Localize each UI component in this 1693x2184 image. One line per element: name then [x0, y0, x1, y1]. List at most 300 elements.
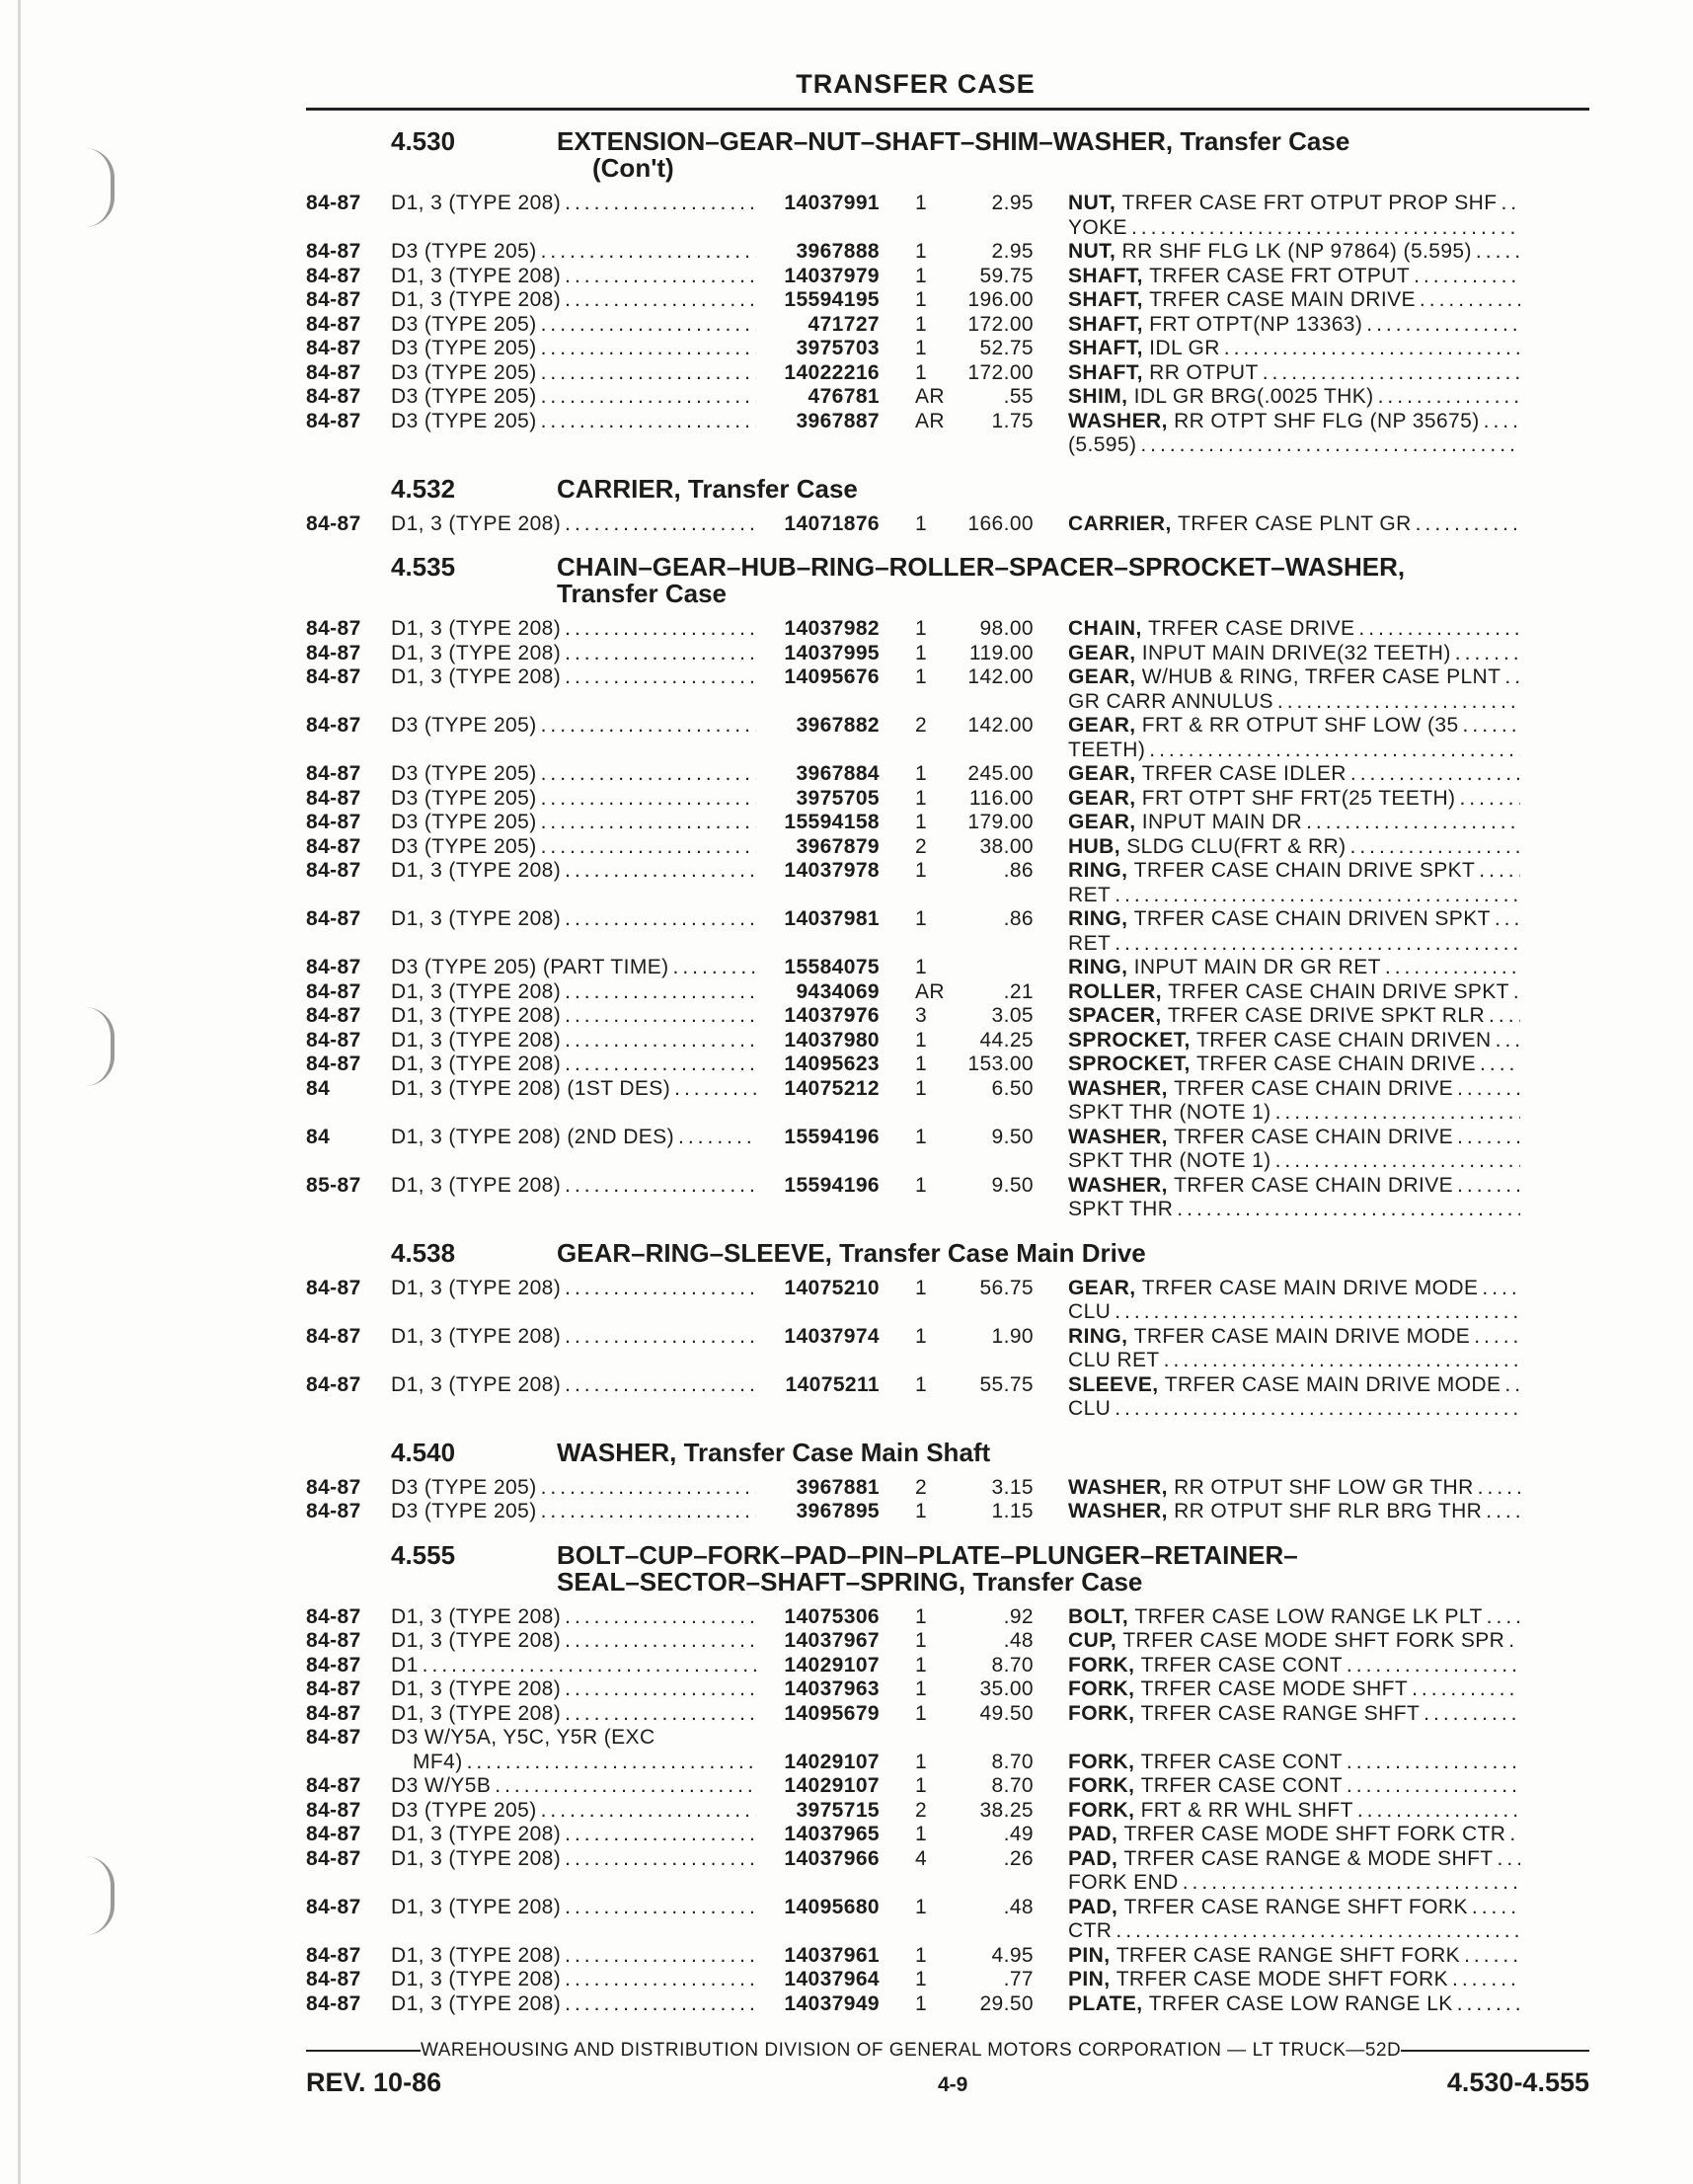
- table-row: [306, 762, 1589, 787]
- part-description: [1034, 1774, 1520, 1799]
- quantity: 1: [915, 956, 928, 978]
- leader-dots: [561, 288, 756, 313]
- part-number: 14037966: [784, 1846, 880, 1870]
- revision-label: REV. 10-86: [306, 2067, 442, 2097]
- part-name: RING,: [1068, 907, 1128, 930]
- application: [391, 835, 756, 860]
- description-line: [1068, 617, 1520, 642]
- part-description: [1034, 1373, 1520, 1422]
- section-title-line: EXTENSION–GEAR–NUT–SHAFT–SHIM–WASHER, Transfer Case: [557, 126, 1350, 156]
- price: 38.00: [979, 834, 1034, 858]
- application: [391, 1126, 756, 1174]
- application: [391, 1726, 756, 1774]
- section-heading: [306, 473, 1589, 504]
- description-line: [1068, 1500, 1520, 1524]
- part-number: 14037981: [784, 907, 880, 930]
- description-text: TRFER CASE PLNT GR: [1177, 511, 1412, 535]
- part-name: SHAFT,: [1068, 337, 1143, 359]
- quantity: 1: [915, 1823, 928, 1845]
- part-name: CUP,: [1068, 1629, 1117, 1652]
- part-description: [1034, 512, 1520, 537]
- part-description: [1034, 617, 1520, 642]
- model-years: 85-87: [306, 1173, 361, 1197]
- part-number: 14075210: [784, 1276, 880, 1299]
- description-line: [1068, 1629, 1520, 1654]
- table-row: [306, 1373, 1589, 1422]
- model-years: 84-87: [306, 1798, 361, 1822]
- leader-dots: [537, 361, 756, 386]
- leader-dots: [1271, 1149, 1520, 1174]
- application: [391, 1004, 756, 1029]
- leader-dots: [561, 642, 756, 666]
- application-text: D1, 3 (TYPE 208): [391, 1629, 562, 1652]
- model-years: 84-87: [306, 1324, 361, 1348]
- application-text: D3 W/Y5A, Y5C, Y5R (EXC: [391, 1726, 655, 1749]
- leader-dots: [561, 980, 756, 1005]
- application-text: D3 (TYPE 205) (PART TIME): [391, 956, 669, 978]
- description-line: [1068, 1871, 1520, 1896]
- description-line: [1068, 288, 1520, 313]
- price: 6.50: [991, 1076, 1034, 1100]
- price: .26: [1003, 1846, 1034, 1870]
- part-description: [1034, 1726, 1520, 1774]
- part-description: [1034, 859, 1520, 907]
- model-years: 84-87: [306, 511, 361, 535]
- application-text: D1, 3 (TYPE 208) (1ST DES): [391, 1076, 671, 1100]
- model-years: 84-87: [306, 1895, 361, 1918]
- part-name: SHAFT,: [1068, 312, 1143, 336]
- leader-dots: [1271, 1101, 1520, 1126]
- application-text: D1, 3 (TYPE 208): [391, 907, 562, 930]
- leader-dots: [561, 617, 756, 642]
- part-number: 14095680: [784, 1895, 880, 1918]
- model-years: 84-87: [306, 1774, 361, 1797]
- table-row: [306, 337, 1589, 361]
- application: [391, 1896, 756, 1944]
- part-name: WASHER,: [1068, 409, 1168, 432]
- application-text: D3 (TYPE 205): [391, 409, 537, 432]
- table-row: [306, 1896, 1589, 1944]
- description-text: TRFER CASE DRIVE SPKT RLR: [1167, 1004, 1486, 1027]
- quantity: 1: [915, 617, 928, 640]
- section-heading: [306, 128, 1589, 182]
- model-years: 84-87: [306, 979, 361, 1003]
- description-line: [1068, 1277, 1520, 1301]
- description-line: [1068, 1349, 1520, 1373]
- part-name: GEAR,: [1068, 1276, 1136, 1299]
- price: 142.00: [967, 665, 1034, 688]
- model-years: 84-87: [306, 786, 361, 810]
- part-name: HUB,: [1068, 834, 1120, 858]
- application: [391, 956, 756, 980]
- description-text: TRFER CASE MODE SHFT FORK SPR: [1122, 1629, 1505, 1652]
- leader-dots: [1497, 192, 1520, 216]
- table-row: [306, 1654, 1589, 1678]
- application-text: D1, 3 (TYPE 208): [391, 1173, 562, 1197]
- model-years: 84-87: [306, 360, 361, 384]
- part-number: 15594158: [784, 811, 880, 833]
- application-text: D3 (TYPE 205): [391, 240, 537, 263]
- part-number: 14037963: [784, 1677, 880, 1700]
- description-line: [1068, 1992, 1520, 2017]
- leader-dots: [1408, 1677, 1520, 1702]
- part-number: 14095676: [784, 665, 880, 688]
- leader-dots: [1362, 313, 1520, 338]
- description-text: FRT & RR OTPUT SHF LOW (35: [1141, 714, 1459, 737]
- part-number: 14029107: [784, 1653, 880, 1677]
- section-heading: [306, 1539, 1589, 1597]
- part-number: 14095623: [784, 1053, 880, 1075]
- table-row: [306, 956, 1589, 980]
- application: [391, 1702, 756, 1727]
- description-text: TRFER CASE RANGE SHFT FORK: [1123, 1895, 1468, 1918]
- description-text: SPKT THR: [1068, 1198, 1174, 1220]
- description-text: TRFER CASE MAIN DRIVE MODE: [1133, 1324, 1471, 1348]
- description-line: [1068, 337, 1520, 361]
- part-name: FORK,: [1068, 1798, 1135, 1822]
- application: [391, 762, 756, 787]
- part-name: NUT,: [1068, 240, 1116, 263]
- quantity: 1: [915, 1774, 928, 1797]
- part-number: 14022216: [784, 360, 880, 384]
- section-title: [557, 1237, 1583, 1268]
- table-row: [306, 512, 1589, 537]
- description-line: [1068, 859, 1520, 884]
- part-description: [1034, 1476, 1520, 1501]
- quantity: 1: [915, 641, 928, 664]
- description-line: [1068, 787, 1520, 812]
- price: 153.00: [967, 1053, 1034, 1075]
- model-years: 84-87: [306, 385, 361, 408]
- description-line: [1068, 1325, 1520, 1350]
- application: [391, 1677, 756, 1702]
- model-years: 84-87: [306, 1943, 361, 1967]
- quantity: 1: [915, 762, 928, 785]
- leader-dots: [537, 787, 756, 812]
- description-text: TRFER CASE CHAIN DRIVE: [1174, 1076, 1454, 1100]
- description-text: FRT & RR WHL SHFT: [1140, 1798, 1353, 1822]
- quantity: 1: [915, 1701, 928, 1725]
- description-text: INPUT MAIN DRIVE(32 TEETH): [1141, 641, 1451, 664]
- leader-dots: [1346, 835, 1520, 860]
- part-number: 14037982: [784, 617, 880, 640]
- leader-dots: [1343, 1774, 1520, 1799]
- leader-dots: [1453, 1992, 1520, 2017]
- part-name: GEAR,: [1068, 641, 1136, 664]
- application-text: D1, 3 (TYPE 208): [391, 1943, 562, 1967]
- description-line: [1068, 1968, 1520, 1992]
- leader-dots: [1472, 240, 1520, 265]
- leader-dots: [1482, 1500, 1520, 1524]
- table-row: [306, 361, 1589, 386]
- model-years: 84-87: [306, 1677, 361, 1700]
- application-text: D3 W/Y5B: [391, 1774, 492, 1797]
- leader-dots: [1494, 1847, 1520, 1872]
- leader-dots: [1453, 1077, 1520, 1102]
- leader-dots: [1416, 288, 1520, 313]
- model-years: 84-87: [306, 1991, 361, 2015]
- price: 2.95: [991, 192, 1034, 214]
- part-name: SPROCKET,: [1068, 1053, 1191, 1075]
- leader-dots: [1504, 1629, 1520, 1654]
- part-number: 9434069: [796, 979, 880, 1003]
- leader-dots: [537, 714, 756, 762]
- part-name: SHAFT,: [1068, 288, 1143, 311]
- quantity: 1: [915, 511, 928, 535]
- description-line: [1068, 265, 1520, 289]
- part-number: 14037964: [784, 1968, 880, 1990]
- part-number: 3967888: [796, 240, 880, 263]
- quantity: 1: [915, 240, 928, 263]
- table-row: [306, 385, 1589, 410]
- part-name: PAD,: [1068, 1823, 1118, 1845]
- application: [391, 192, 756, 240]
- table-row: [306, 1476, 1589, 1501]
- application-text: D1, 3 (TYPE 208): [391, 288, 562, 311]
- description-line: [1068, 1677, 1520, 1702]
- model-years: 84-87: [306, 1726, 361, 1749]
- part-name: RING,: [1068, 1324, 1128, 1348]
- part-description: [1034, 1325, 1520, 1373]
- leader-dots: [463, 1751, 756, 1775]
- table-row: [306, 787, 1589, 812]
- part-number: 14075306: [784, 1604, 880, 1628]
- leader-dots: [561, 1053, 756, 1077]
- model-years: 84-87: [306, 956, 361, 978]
- part-number: 14037980: [784, 1028, 880, 1052]
- model-years: 84-87: [306, 1500, 361, 1522]
- part-name: WASHER,: [1068, 1173, 1168, 1197]
- description-text: TRFER CASE CHAIN DRIVE: [1174, 1125, 1454, 1148]
- part-number: 3967882: [796, 714, 880, 737]
- leader-dots: [1354, 617, 1520, 642]
- part-name: FORK,: [1068, 1677, 1135, 1700]
- quantity: 1: [915, 1324, 928, 1348]
- section-title-line: (Con't): [592, 153, 674, 183]
- quantity: 2: [915, 834, 928, 858]
- leader-dots: [1451, 642, 1520, 666]
- price: 2.95: [991, 240, 1034, 263]
- leader-dots: [561, 1702, 756, 1727]
- page-number: 4-9: [938, 2073, 968, 2096]
- model-years: 84-87: [306, 264, 361, 287]
- leader-dots: [561, 1277, 756, 1325]
- quantity: 1: [915, 1076, 928, 1100]
- part-name: SHAFT,: [1068, 264, 1143, 287]
- quantity: 1: [915, 1943, 928, 1967]
- part-number: 14037965: [784, 1823, 880, 1845]
- part-description: [1034, 907, 1520, 956]
- leader-dots: [1259, 361, 1520, 386]
- section-range: 4.530-4.555: [1446, 2067, 1589, 2097]
- leader-dots: [561, 1847, 756, 1896]
- description-text: TRFER CASE CHAIN DRIVE: [1196, 1053, 1477, 1075]
- part-name: PLATE,: [1068, 1991, 1143, 2015]
- description-line: [1068, 1053, 1520, 1077]
- application-text: D1, 3 (TYPE 208): [391, 665, 562, 688]
- leader-dots: [561, 1968, 756, 1992]
- application-text: D1, 3 (TYPE 208): [391, 617, 562, 640]
- model-years: 84-87: [306, 714, 361, 737]
- quantity: 1: [915, 264, 928, 287]
- quantity: 1: [915, 1125, 928, 1148]
- part-number: 14037967: [784, 1629, 880, 1652]
- quantity: 1: [915, 786, 928, 810]
- part-description: [1034, 313, 1520, 338]
- part-description: [1034, 665, 1520, 714]
- application-text: D3 (TYPE 205): [391, 312, 537, 336]
- leader-dots: [1475, 859, 1520, 884]
- part-number: 14037991: [784, 192, 880, 214]
- parts-catalog-page: [306, 69, 1589, 2016]
- leader-dots: [1448, 1968, 1520, 1992]
- description-text: RET: [1068, 931, 1112, 955]
- price: 38.25: [979, 1798, 1034, 1822]
- leader-dots: [537, 811, 756, 835]
- application: [391, 787, 756, 812]
- description-text: TRFER CASE MODE SHFT FORK: [1116, 1968, 1449, 1990]
- description-text: RR OTPT SHF FLG (NP 35675): [1174, 409, 1480, 432]
- model-years: 84-87: [306, 907, 361, 930]
- leader-dots: [669, 956, 756, 980]
- table-row: [306, 1847, 1589, 1896]
- application: [391, 1774, 756, 1799]
- part-description: [1034, 1968, 1520, 1992]
- part-number: 476781: [808, 385, 880, 408]
- application: [391, 313, 756, 338]
- application-text: D1, 3 (TYPE 208): [391, 1968, 562, 1990]
- description-text: GR CARR ANNULUS: [1068, 689, 1273, 713]
- description-line: [1068, 665, 1520, 690]
- leader-dots: [1179, 1871, 1520, 1896]
- leader-dots: [1470, 1325, 1520, 1350]
- description-text: TEETH): [1068, 738, 1146, 761]
- part-description: [1034, 1823, 1520, 1847]
- leader-dots: [670, 1077, 756, 1126]
- price: 116.00: [968, 786, 1034, 810]
- application: [391, 1277, 756, 1325]
- application: [391, 337, 756, 361]
- quantity: 1: [915, 360, 928, 384]
- footer-rule-left: [306, 2050, 421, 2052]
- footer-division-line: [306, 2040, 1589, 2062]
- part-number: 15594196: [784, 1173, 880, 1197]
- price: 44.25: [979, 1028, 1034, 1052]
- application-text: D1, 3 (TYPE 208): [391, 1372, 562, 1396]
- description-line: [1068, 1605, 1520, 1630]
- leader-dots: [1468, 1896, 1520, 1920]
- table-row: [306, 642, 1589, 666]
- price: 8.70: [991, 1653, 1034, 1677]
- application-text: D1: [391, 1653, 419, 1677]
- price: 172.00: [967, 312, 1034, 336]
- application: [391, 1029, 756, 1053]
- application-text: D3 (TYPE 205): [391, 337, 537, 359]
- model-years: 84-87: [306, 1653, 361, 1677]
- leader-dots: [1111, 1397, 1520, 1422]
- application-text: D3 (TYPE 205): [391, 762, 537, 785]
- quantity: 1: [915, 1968, 928, 1990]
- part-description: [1034, 1174, 1520, 1222]
- price: 245.00: [967, 762, 1034, 785]
- model-years: 84-87: [306, 1475, 361, 1499]
- section-number: 4.538: [391, 1237, 456, 1268]
- table-row: [306, 1702, 1589, 1727]
- table-row: [306, 907, 1589, 956]
- price: 29.50: [979, 1991, 1034, 2015]
- description-text: SPKT THR (NOTE 1): [1068, 1101, 1271, 1124]
- catalog-sections: [306, 128, 1589, 2016]
- application: [391, 1992, 756, 2017]
- part-description: [1034, 1799, 1520, 1824]
- leader-dots: [1478, 1277, 1520, 1301]
- part-name: WASHER,: [1068, 1125, 1168, 1148]
- part-number: 14029107: [784, 1774, 880, 1797]
- application: [391, 1500, 756, 1524]
- part-name: BOLT,: [1068, 1604, 1129, 1628]
- leader-dots: [537, 240, 756, 265]
- application: [391, 665, 756, 714]
- part-number: 14037974: [784, 1324, 880, 1348]
- price: 98.00: [979, 617, 1034, 640]
- model-years: 84-87: [306, 762, 361, 785]
- table-row: [306, 265, 1589, 289]
- section-title: [557, 473, 1583, 504]
- application: [391, 980, 756, 1005]
- quantity: 3: [915, 1004, 928, 1027]
- application: [391, 1629, 756, 1654]
- application-text: D1, 3 (TYPE 208): [391, 511, 562, 535]
- table-row: [306, 313, 1589, 338]
- leader-dots: [561, 1325, 756, 1373]
- table-row: [306, 1500, 1589, 1524]
- quantity: AR: [915, 409, 945, 432]
- table-row: [306, 1799, 1589, 1824]
- leader-dots: [1273, 690, 1520, 715]
- leader-dots: [561, 1896, 756, 1944]
- description-text: TRFER CASE CONT: [1140, 1774, 1343, 1797]
- description-text: RR OTPUT SHF RLR BRG THR: [1174, 1500, 1483, 1522]
- part-number: 3975705: [796, 786, 880, 810]
- quantity: 2: [915, 714, 928, 737]
- description-line: [1068, 642, 1520, 666]
- table-row: [306, 1029, 1589, 1053]
- section-number: 4.555: [391, 1539, 456, 1570]
- part-description: [1034, 1654, 1520, 1678]
- catalog-section: [306, 554, 1589, 1222]
- part-description: [1034, 1126, 1520, 1174]
- table-row: [306, 1823, 1589, 1847]
- table-row: [306, 835, 1589, 860]
- description-text: FRT OTPT(NP 13363): [1149, 312, 1363, 336]
- catalog-section: [306, 473, 1589, 537]
- part-description: [1034, 1992, 1520, 2017]
- part-number: 14095679: [784, 1701, 880, 1725]
- section-title: [557, 554, 1583, 607]
- description-text: FORK END: [1068, 1871, 1179, 1894]
- part-name: FORK,: [1068, 1701, 1135, 1725]
- description-line: [1068, 884, 1520, 908]
- price: 4.95: [991, 1943, 1034, 1967]
- leader-dots: [1453, 1126, 1520, 1150]
- table-row: [306, 1277, 1589, 1325]
- application-text: D1, 3 (TYPE 208): [391, 1701, 562, 1725]
- part-description: [1034, 787, 1520, 812]
- quantity: 1: [915, 1500, 928, 1522]
- section-title: [557, 1539, 1583, 1597]
- price: 1.15: [991, 1500, 1034, 1522]
- leader-dots: [1381, 956, 1520, 980]
